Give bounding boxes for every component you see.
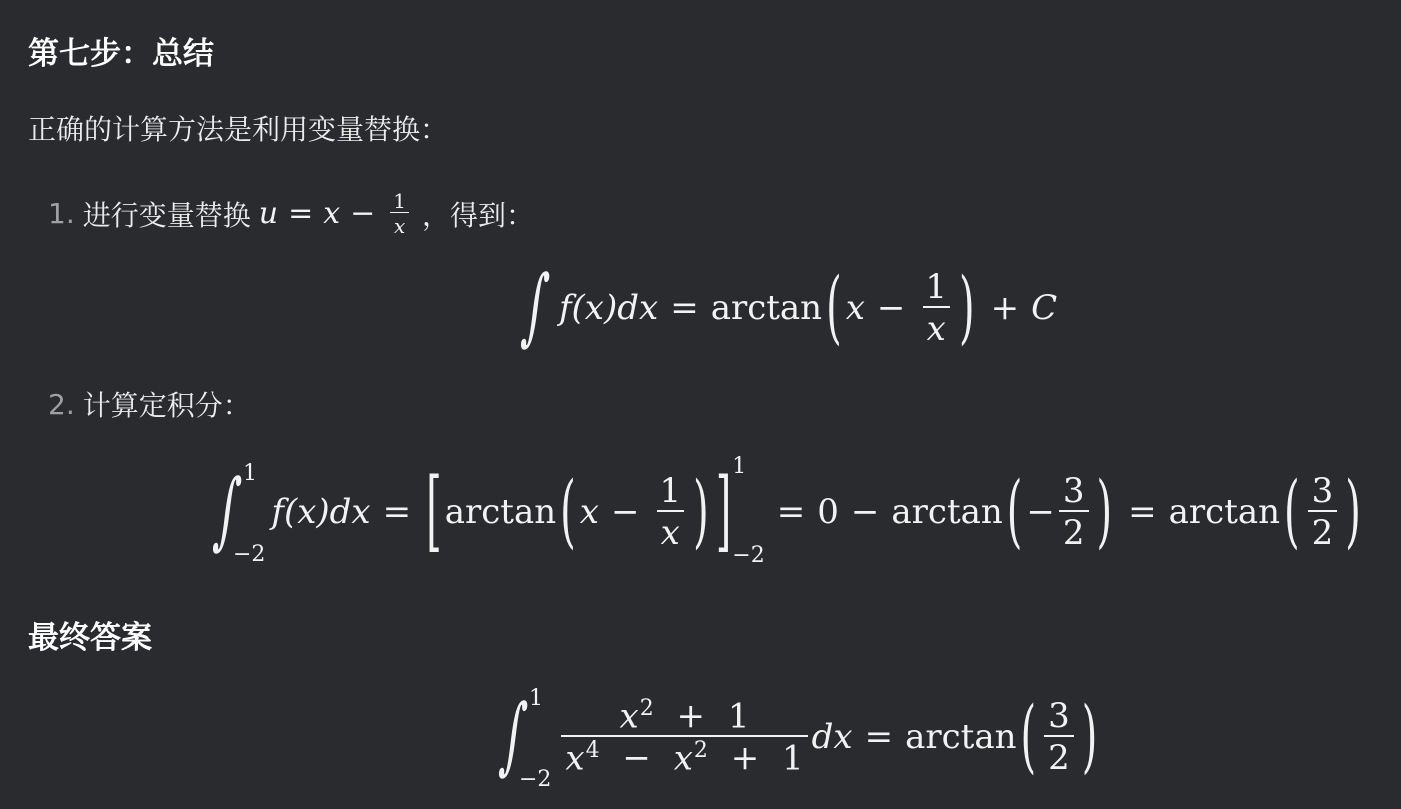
upper-limit: 1 (242, 461, 257, 486)
final-answer-formula (496, 686, 1101, 792)
var-x: x (619, 695, 639, 736)
list-number-1: 1. (48, 197, 75, 231)
fraction-three-halves (1059, 472, 1089, 552)
right-paren: ) (959, 262, 975, 355)
plus-sign: + (730, 738, 760, 779)
var-x: x (565, 738, 585, 779)
dx: dx (811, 717, 853, 757)
f-of-x: f(x) (271, 492, 330, 532)
left-paren: ( (1020, 691, 1037, 783)
frac-numerator: 3 (1048, 695, 1070, 736)
arctan-fn: arctan (891, 492, 1003, 532)
right-paren: ) (1081, 691, 1098, 783)
substitution-formula (259, 190, 414, 238)
integral-sign: ∫ (210, 462, 245, 560)
dx: dx (617, 288, 659, 329)
step7-intro: 正确的计算方法是利用变量替换： (28, 113, 449, 146)
fraction-one-over-x (655, 472, 685, 552)
right-bracket: ] (715, 461, 732, 563)
frac-numerator: 3 (1062, 470, 1085, 511)
integral-sign: ∫ (518, 258, 553, 356)
arctan-fn: arctan (710, 288, 823, 329)
left-bracket: [ (426, 461, 442, 563)
frac-denominator: x (390, 212, 409, 237)
zero: 0 (817, 492, 839, 532)
frac-denominator: x (923, 306, 950, 348)
one: 1 (782, 738, 804, 779)
list-text-2: 计算定积分： (82, 389, 251, 422)
integral-limits (518, 686, 552, 792)
frac-denominator: 2 (1044, 735, 1074, 777)
list-number-2: 2. (48, 387, 75, 421)
list-item-2 (48, 384, 251, 424)
list-item-1 (48, 190, 534, 238)
frac-denominator: 2 (1308, 510, 1338, 552)
var-u: u (258, 196, 279, 232)
equals-sign: = (1128, 492, 1157, 532)
list-text-1-before: 进行变量替换 (82, 198, 251, 232)
equals-sign: = (382, 492, 412, 532)
left-paren: ( (1006, 466, 1023, 558)
frac-numerator: 1 (393, 189, 406, 213)
upper-limit: 1 (732, 454, 747, 479)
lower-limit: −2 (732, 543, 765, 568)
constant-c: C (1031, 288, 1058, 329)
frac-denominator: x (657, 510, 684, 552)
equals-sign: = (776, 492, 806, 532)
antiderivative-formula (518, 258, 1058, 356)
final-answer-heading: 最终答案 (28, 620, 152, 656)
step7-heading: 第七步：总结 (28, 36, 214, 72)
fraction-three-halves (1044, 697, 1074, 777)
lower-limit: −2 (518, 767, 552, 792)
rational-integrand (561, 697, 807, 778)
dx: dx (329, 492, 371, 532)
plus-sign: + (990, 288, 1020, 329)
left-paren: ( (826, 262, 842, 355)
minus-sign: − (610, 492, 640, 532)
exponent-2: 2 (639, 695, 654, 721)
upper-limit: 1 (528, 686, 543, 711)
arctan-fn: arctan (444, 492, 557, 532)
left-paren: ( (1284, 466, 1300, 558)
minus-sign: − (850, 492, 880, 532)
integrand-denominator (561, 735, 807, 777)
frac-denominator: 2 (1059, 510, 1089, 552)
plus-sign: + (676, 695, 706, 736)
equals-sign: = (864, 717, 894, 757)
minus-sign: − (350, 196, 376, 232)
left-paren: ( (560, 466, 576, 558)
exponent-4: 4 (585, 738, 600, 763)
definite-integral-evaluation (210, 454, 1365, 568)
frac-numerator: 1 (659, 470, 682, 511)
exponent-2: 2 (693, 738, 708, 763)
var-x: x (323, 196, 341, 232)
minus-sign: − (622, 738, 651, 779)
right-paren: ) (1096, 466, 1113, 558)
evaluation-limits (732, 454, 765, 568)
arctan-fn: arctan (905, 717, 1017, 757)
f-of-x: f(x) (558, 288, 618, 329)
integral-sign: ∫ (496, 687, 531, 785)
equals-sign: = (288, 196, 314, 232)
frac-numerator: 3 (1311, 470, 1334, 511)
var-x: x (845, 288, 865, 329)
integral-limits (232, 461, 266, 567)
var-x: x (579, 492, 599, 532)
arctan-fn: arctan (1168, 492, 1281, 532)
var-x: x (673, 738, 693, 779)
lower-limit: −2 (232, 542, 266, 567)
right-paren: ) (1345, 466, 1361, 558)
fraction-one-over-x (921, 268, 951, 348)
integrand-numerator (616, 697, 754, 735)
frac-numerator: 1 (925, 267, 948, 307)
list-text-1-after: ，得到： (422, 198, 535, 232)
fraction-three-halves (1308, 472, 1338, 552)
one: 1 (727, 695, 750, 736)
equals-sign: = (670, 288, 699, 329)
negative-sign: − (1026, 492, 1055, 532)
minus-sign: − (876, 288, 906, 329)
right-paren: ) (693, 466, 709, 558)
fraction-one-over-x (389, 190, 410, 238)
